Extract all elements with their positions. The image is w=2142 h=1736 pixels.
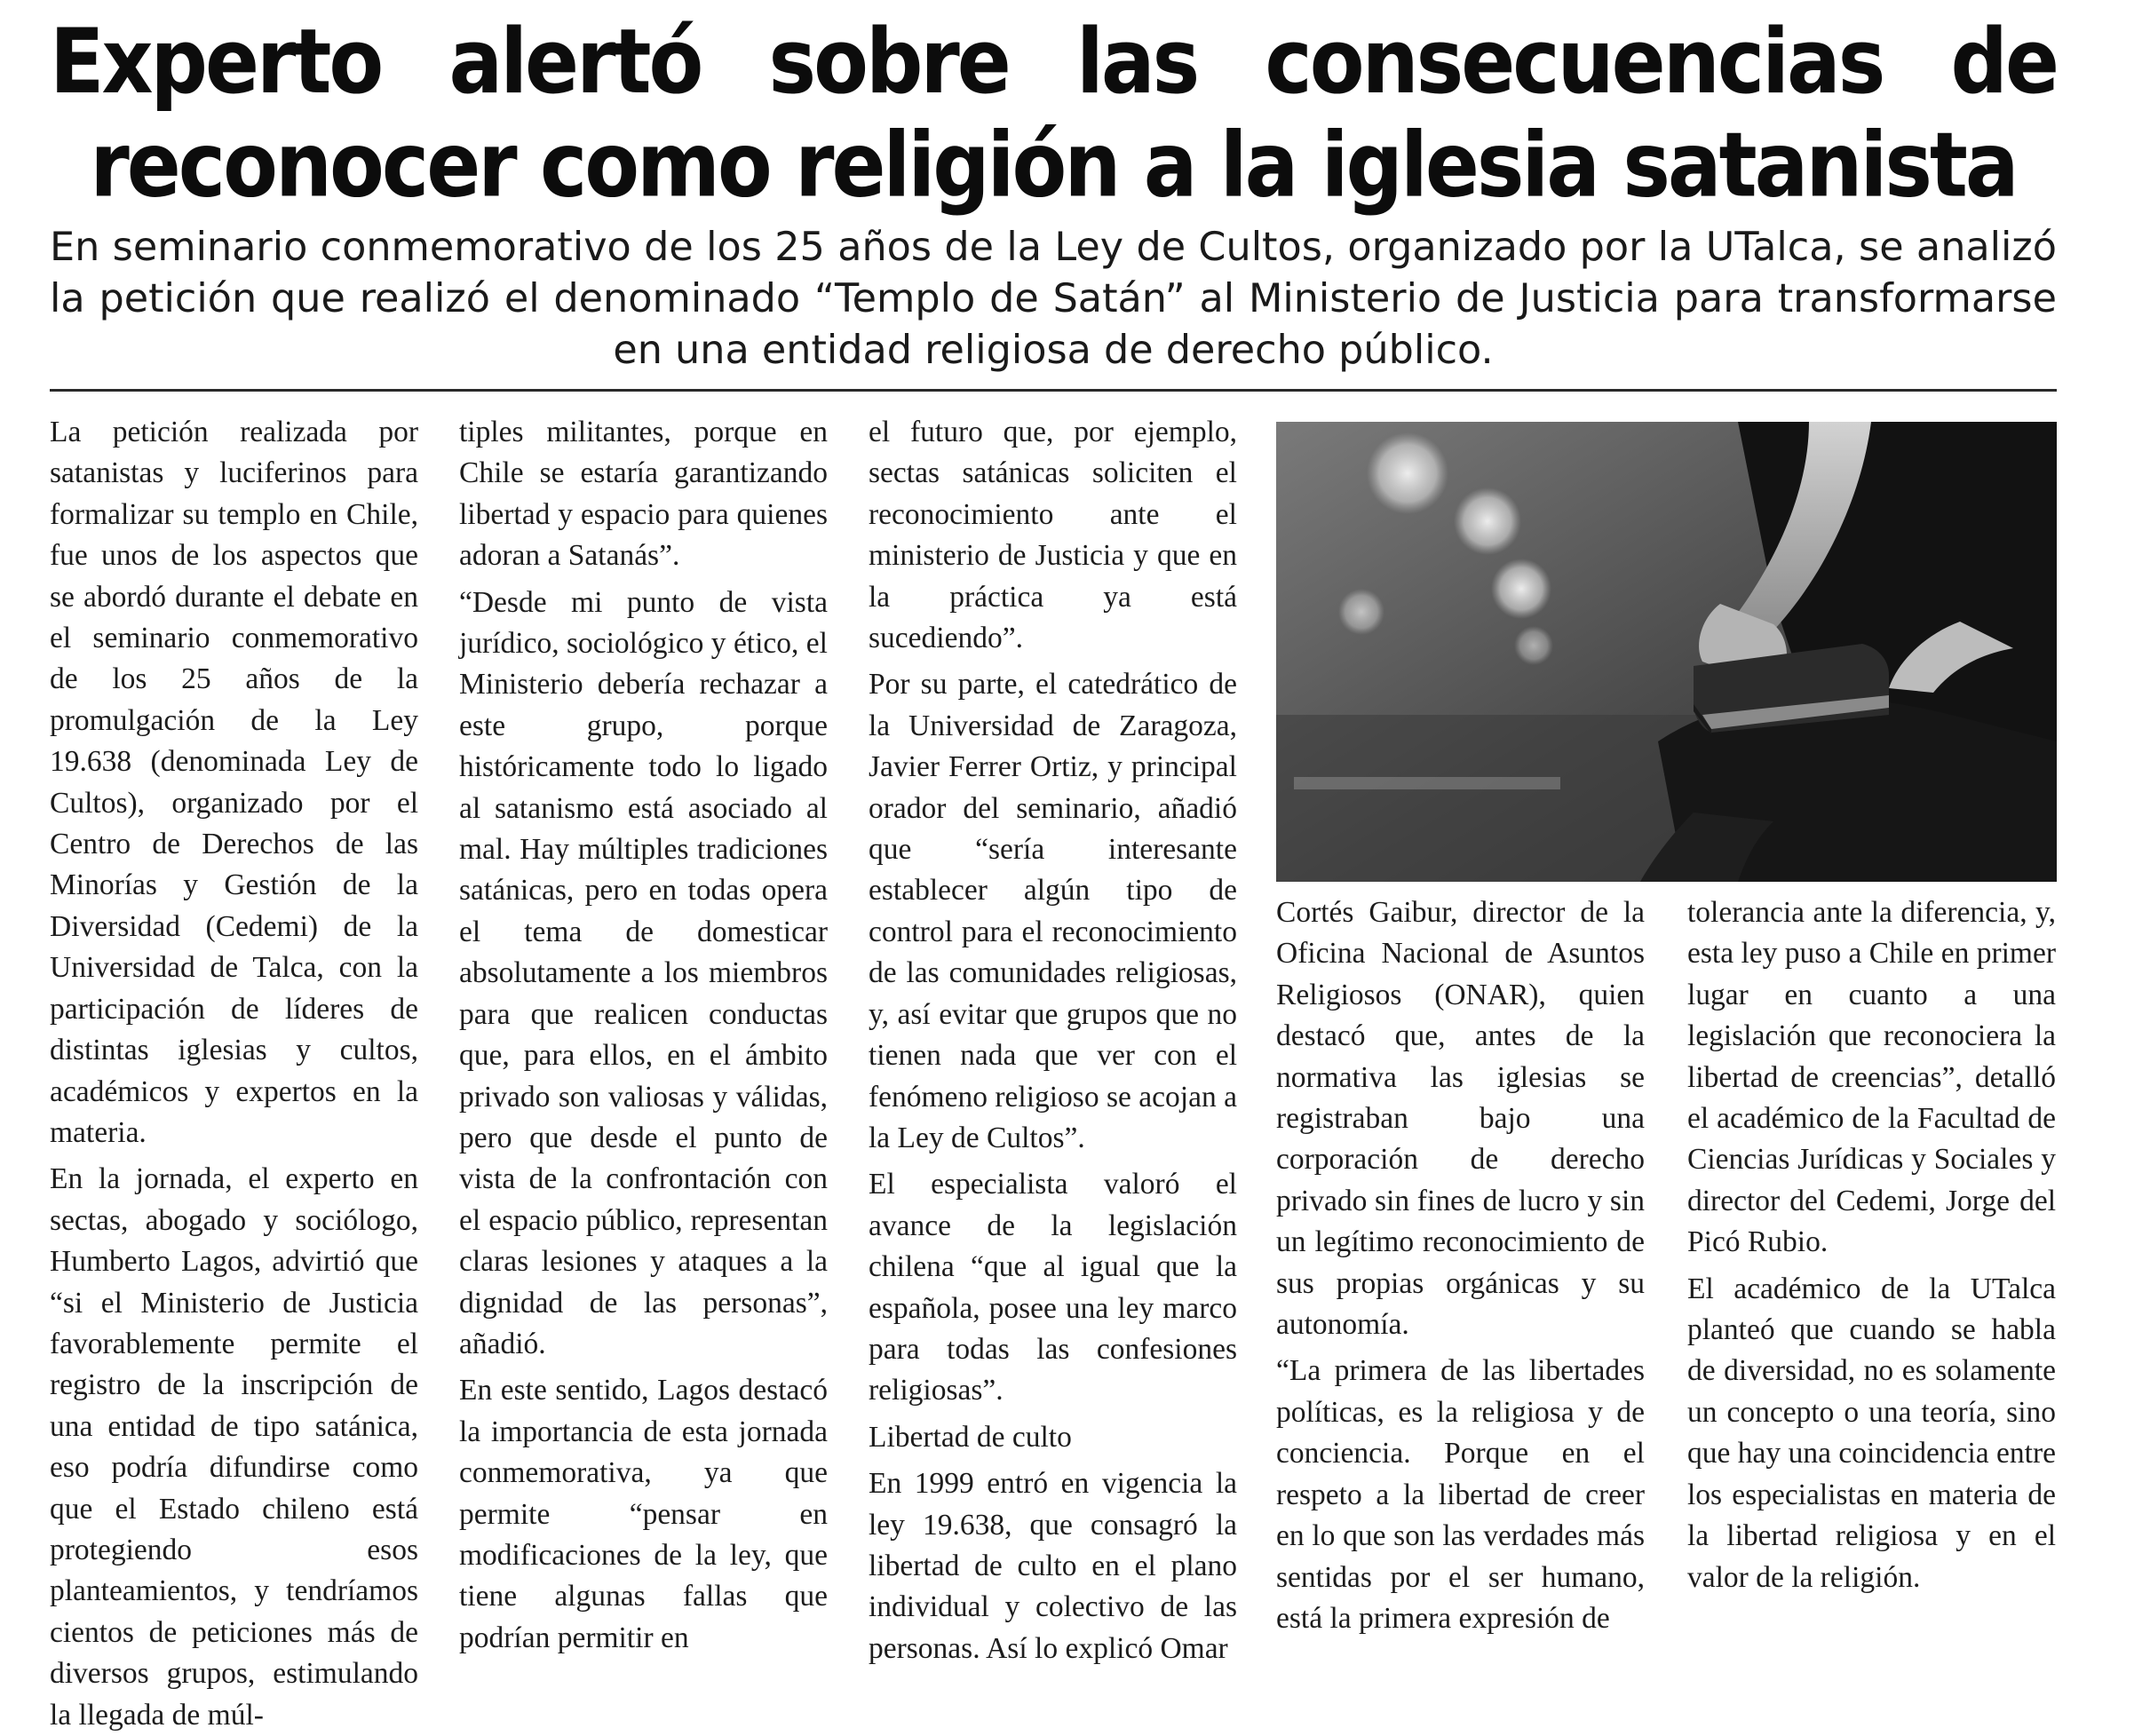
- article-photo-image: [1276, 422, 2057, 882]
- article-paragraph: “Desde mi punto de vista jurídico, sociológico y ético, el Ministerio debería rechazar a este grupo, porque históricamente todo lo ligado al satanismo está asociado al mal. Hay múltiples tradiciones satánicas, pero en todas opera el tema de domesticar absolutamente a los miembros para que realicen conductas que, para ellos, en el ámbito privado son valiosas y válidas, pero que desde el punto de vista de la confrontación con el espacio público, representan claras lesiones y ataques a la dignidad de las personas”, añadió.: [459, 585, 828, 1360]
- deck-subtitle: En seminario conmemorativo de los 25 años de la Ley de Cultos, organizado por la UTalca, se analizó la petición que realizó el denominado “Templo de Satán” al Ministerio de Justicia para transformarse en una entidad religiosa de derecho público.: [50, 225, 2057, 373]
- article-column-2: [459, 412, 828, 1654]
- article-paragraph: En 1999 entró en vigencia la ley 19.638, que consagró la libertad de culto en el plano individual y colectivo de las personas. Así lo explicó Omar: [869, 1467, 1237, 1665]
- article-paragraph: La petición realizada por satanistas y luciferinos para formalizar su templo en Chile, fue unos de los aspectos que se abordó durante el debate en el seminario conmemorativo de los 25 años de la promulgación de la Ley 19.638 (denominada Ley de Cultos), organizado por el Centro de Derechos de las Minorías y Gestión de la Diversidad (Cedemi) de la Universidad de Talca, con la participación de líderes de distintas iglesias y cultos, académicos y expertos en la materia.: [50, 416, 418, 1149]
- article-paragraph: tolerancia ante la diferencia, y, esta ley puso a Chile en primer lugar en cuanto a una legislación que reconociera la libertad de creencias”, detalló el académico de la Facultad de Ciencias Jurídicas y Sociales y director del Cedemi, Jorge del Picó Rubio.: [1687, 896, 2056, 1259]
- article-paragraph: tiples militantes, porque en Chile se estaría garantizando libertad y espacio para quienes adoran a Satanás”.: [459, 416, 828, 573]
- article-paragraph: Por su parte, el catedrático de la Universidad de Zaragoza, Javier Ferrer Ortiz, y principal orador del seminario, añadió que “sería interesante establecer algún tipo de control para el reconocimiento de las comunidades religiosas, y, así evitar que grupos que no tienen nada que ver con el fenómeno religioso se acojan a la Ley de Cultos”.: [869, 668, 1237, 1154]
- article-paragraph: En la jornada, el experto en sectas, abogado y sociólogo, Humberto Lagos, advirtió que “si el Ministerio de Justicia favorablemente permite el registro de la inscripción de una entidad de tipo satánica, eso podría difundirse como que el Estado chileno está protegiendo esos planteamientos, y tendríamos cientos de peticiones más de diversos grupos, estimulando la llegada de múl-: [50, 1162, 418, 1732]
- article-paragraph: “La primera de las libertades políticas, es la religiosa y de conciencia. Porque en el respeto a la libertad de creer en lo que son las verdades más sentidas por el ser humano, está la primera expresión de: [1276, 1354, 1645, 1635]
- article-paragraph: En este sentido, Lagos destacó la importancia de esta jornada conmemorativa, ya que permite “pensar en modificaciones de la ley, que tiene algunas fallas que podrían permitir en: [459, 1374, 828, 1654]
- article-photo: [1276, 422, 2057, 882]
- divider-rule: [50, 389, 2057, 392]
- article-column-4: [1276, 892, 1645, 1635]
- headline: Experto alertó sobre las consecuencias de reconocer como religión a la iglesia satanista: [50, 9, 2057, 218]
- article-column-5: [1687, 892, 2056, 1606]
- section-subhead: Libertad de culto: [869, 1420, 1072, 1454]
- article-column-3: [869, 412, 1237, 1665]
- article-paragraph: El especialista valoró el avance de la legislación chilena “que al igual que la española, posee una ley marco para todas las confesiones religiosas”.: [869, 1168, 1237, 1407]
- article-paragraph: El académico de la UTalca planteó que cuando se habla de diversidad, no es solamente un concepto o una teoría, sino que hay una coincidencia entre los especialistas en materia de la libertad religiosa y en el valor de la religión.: [1687, 1272, 2056, 1594]
- article-column-1: [50, 412, 418, 1732]
- article-paragraph: el futuro que, por ejemplo, sectas satánicas soliciten el reconocimiento ante el ministerio de Justicia y que en la práctica ya está sucediendo”.: [869, 416, 1237, 655]
- article-paragraph: Cortés Gaibur, director de la Oficina Nacional de Asuntos Religiosos (ONAR), quien destacó que, antes de la normativa las iglesias se registraban bajo una corporación de derecho privado sin fines de lucro y sin un legítimo reconocimiento de sus propias orgánicas y su autonomía.: [1276, 896, 1645, 1342]
